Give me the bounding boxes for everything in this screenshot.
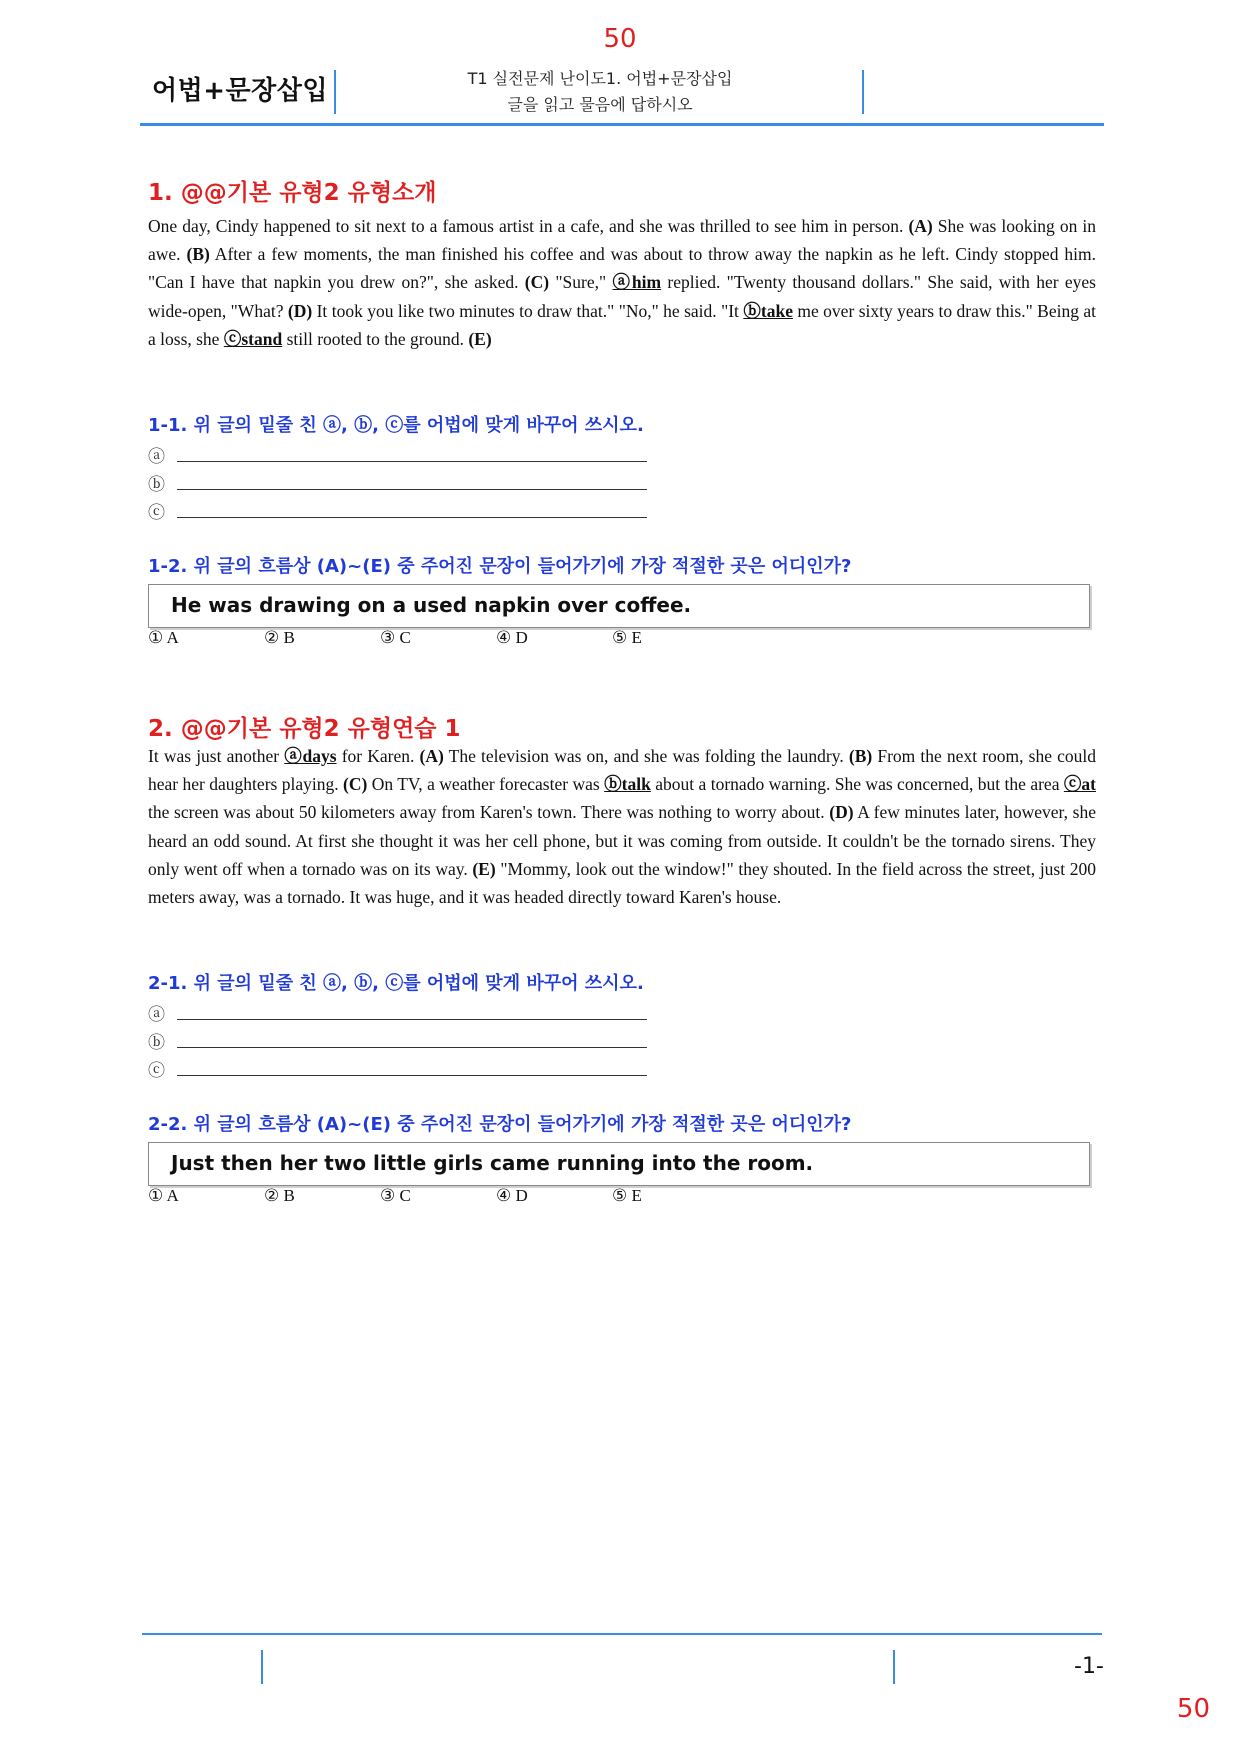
underlined-b: ⓑtalk [604,774,651,795]
answer-blank-b[interactable]: ⓑ [148,470,647,495]
question-2-2: 2-2. 위 글의 흐름상 (A)~(E) 중 주어진 문장이 들어가기에 가장 적절한 곳은 어디인가? [148,1114,852,1135]
section1-title: 1. @@기본 유형2 유형소개 [148,180,437,206]
choice-3[interactable]: ③ C [380,628,411,647]
choice-5[interactable]: ⑤ E [612,628,642,647]
footer-divider-right [893,1650,895,1684]
answer-blank-a[interactable]: ⓐ [148,442,647,467]
insert-sentence: He was drawing on a used napkin over coffee. [171,593,692,617]
choice-2[interactable]: ② B [264,1186,295,1205]
header-divider-left [334,70,336,114]
header-rule [140,123,1104,126]
section1-passage: One day, Cindy happened to sit next to a famous artist in a cafe, and she was thrilled to see him in person. (A) She was looking on in awe. (B) After a few moments, the man finished his coffee and was about to throw away the napkin as he left. Cindy stopped him. "Can I have that napkin you drew on?", she asked. (C) "Sure," ⓐhim replied. "Twenty thousand dollars." She said, with her eyes wide-open, "What? (D) It took you like two minutes to draw that." "No," he said. "It ⓑtake me over sixty years to draw this." Being at a loss, she ⓒstand still rooted to the ground. (E) [148,216,1097,349]
underlined-a: ⓐhim [612,272,662,293]
choice-2[interactable]: ② B [264,628,295,647]
header-title: 어법+문장삽입 [152,76,328,106]
section2-passage: It was just another ⓐdays for Karen. (A) The television was on, and she was folding the laundry. (B) From the next room, she could hear her daughters playing. (C) On TV, a weather forecaster was ⓑtalk about a tornado warning. She was concerned, but the area ⓒat the screen was about 50 kilometers away from Karen's town. There was nothing to worry about. (D) A few minutes later, however, she heard an odd sound. At first she thought it was her cell phone, but it was coming from outside. It couldn't be the tornado sirens. They only went off when a tornado was on its way. (E) "Mommy, look out the window!" they shouted. In the field across the street, just 200 meters away, was a tornado. It was huge, and it was headed directly toward Karen's house. [148,746,1097,908]
page-number-bottom: 50 [1176,1694,1210,1724]
header-instructions [340,66,860,118]
insert-sentence-box [148,584,1090,628]
question-1-1: 1-1. 위 글의 밑줄 친 ⓐ, ⓑ, ⓒ를 어법에 맞게 바꾸어 쓰시오. [148,415,644,436]
insert-sentence-box [148,1142,1090,1186]
choice-5[interactable]: ⑤ E [612,1186,642,1205]
page-number-top: 50 [603,24,637,54]
answer-blank-c[interactable]: ⓒ [148,1056,647,1081]
underlined-b: ⓑtake [743,300,793,321]
underlined-c: ⓒat [1063,774,1096,795]
header-line2: 글을 읽고 물음에 답하시오 [507,95,693,114]
choice-1[interactable]: ① A [148,628,179,647]
header-line1: T1 실전문제 난이도1. 어법+문장삽입 [467,69,733,88]
answer-blank-a[interactable]: ⓐ [148,1000,647,1025]
underlined-c: ⓒstand [223,328,283,349]
section2-title: 2. @@기본 유형2 유형연습 1 [148,716,461,742]
underlined-a: ⓐdays [284,746,337,766]
choice-4[interactable]: ④ D [496,1186,528,1205]
choice-list [148,628,728,648]
choice-1[interactable]: ① A [148,1186,179,1205]
footer-rule [142,1633,1102,1635]
header-divider-right [862,70,864,114]
choice-3[interactable]: ③ C [380,1186,411,1205]
choice-4[interactable]: ④ D [496,628,528,647]
question-1-2: 1-2. 위 글의 흐름상 (A)~(E) 중 주어진 문장이 들어가기에 가장 적절한 곳은 어디인가? [148,556,852,577]
choice-list [148,1186,728,1206]
footer-divider-left [261,1650,263,1684]
insert-sentence: Just then her two little girls came running into the room. [171,1151,814,1175]
answer-blank-c[interactable]: ⓒ [148,498,647,523]
footer-page-number: -1- [1074,1654,1104,1679]
question-2-1: 2-1. 위 글의 밑줄 친 ⓐ, ⓑ, ⓒ를 어법에 맞게 바꾸어 쓰시오. [148,973,644,994]
answer-blank-b[interactable]: ⓑ [148,1028,647,1053]
